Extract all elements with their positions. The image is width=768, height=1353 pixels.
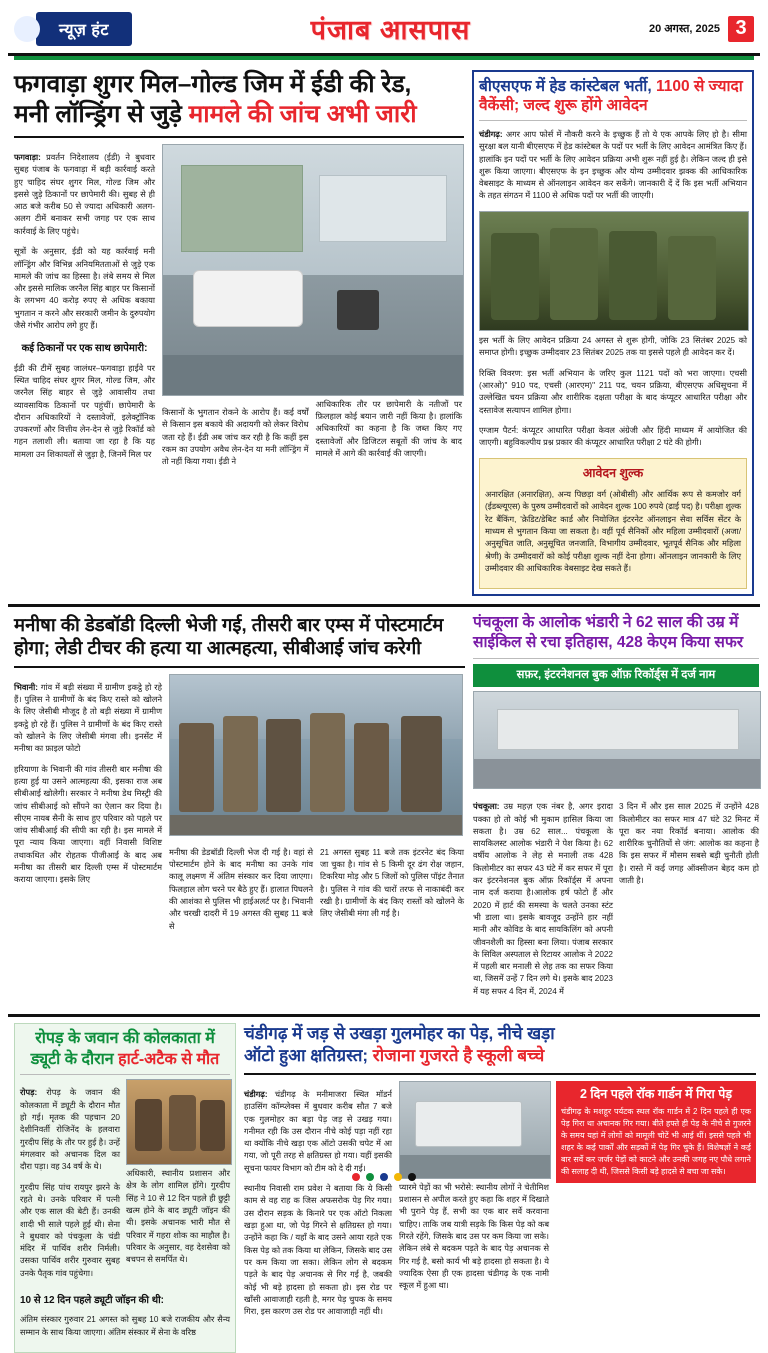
story3-col3-para: 21 अगस्त सुबह 11 बजे तक इंटरनेट बंद किया जा चुका है। गांव से 5 किमी दूर ढंग रोक्ष जहान, टिकरिया मोड़ और 5 जिलों को पुलिस पॉइंट तैनात है। पुलिस ने गांव की चारों तरफ से नाकाबंदी कर रखी है। ग्रामीणों के बंद किए रास्तों को खोलने के लिए जेसीबी मंगा ली गई है। — [320, 847, 464, 919]
story2-headline — [479, 77, 747, 116]
publication-date: 20 अगस्त, 2025 — [648, 23, 720, 35]
story-ed-raid — [14, 70, 464, 596]
story3-para1 — [14, 682, 162, 756]
divider — [14, 666, 465, 668]
footer-color-dots — [0, 1173, 768, 1181]
story-tree-fall — [244, 1023, 756, 1353]
rock-garden-heading: 2 दिन पहले रॉक गार्डन में गिरा पेड़ — [579, 1086, 733, 1101]
story3-headline: मनीषा की डेडबॉडी दिल्ली भेजी गई, तीसरी बार एम्स में पोस्टमार्टम होगा; लेडी टीचर की हत्या या आत्महत्या, सीबीआई जांच करेगी — [14, 614, 444, 659]
story6-headline-c: रोजाना गुजरते है स्कूली बच्चे — [372, 1045, 545, 1065]
story4-headline: पंचकूला के आलोक भंडारी ने 62 साल की उम्र में साईकिल से रचा इतिहास, 428 केएम किया सफर — [473, 614, 744, 652]
date-and-page — [649, 16, 754, 42]
application-fee-box — [479, 458, 747, 589]
divider — [479, 120, 747, 121]
story5-para2: गुरदीप सिंह पांच रायपुर झरने के रहते थे। उनके परिवार में पत्नी और एक साल की बेटी हैं। उनकी शादी भी साले पहले हुई थी। सेना ने बुधवार को पंचकूला के चंडी मंदिर में पार्थिव शरीर निर्मली। उसका पार्थिव शरीर गुरुवार सुबह उनके पैतृक गांव पहुंचेगा। — [20, 1182, 120, 1278]
story1-dateline: फगवाड़ा: — [14, 152, 41, 162]
story3-col1 — [14, 674, 162, 941]
story1-col2-para2: आधिकारिक तौर पर छापेमारी के नतीजों पर फ़िलहाल कोई बयान जारी नहीं किया है। हालांकि अधिकारियों का कहना है कि जब्त किए गए दस्तावेजों और डिजिटल सबूतों की जांच के बाद मामले में आगे की कार्रवाई की जाएगी। — [315, 399, 462, 458]
story1-photo — [162, 144, 464, 396]
story1-headline-line2b: मामले की जांच अभी जारी — [188, 100, 417, 128]
story-manisha — [14, 613, 465, 1006]
story6-headline — [244, 1023, 756, 1067]
fee-box-text: अनारक्षित (अनारक्षित), अन्य पिछड़ा वर्ग (ओबीसी) और आर्थिक रूप से कमजोर वर्ग (ईडब्ल्यूएस) के पुरुष उम्मीदवारों को आवेदन शुल्क 100 रुपये (ढाई पद) है। परीक्षा शुल्क रेट बैंकिंग, 'क्रेडिट/डेबिट कार्ड और नियोजित इंटरनेट ऑनलाइन सेवा सर्विस सेंटर के माध्यम से भुगतान किया जा सकता है। वहीं पूर्व सैनिकों और महिला उम्मीदवारों (अजा/अनुसूचित जाति, अनुसूचित जनजाति, विभागीय उम्मीदवार, भूतपूर्व सैनिक और महिला श्रेणी) के उम्मीदवारों को कोई परीक्षा शुल्क नहीं देना होगा। ऑनलाइन जानकारी के लिए उम्मीदवार की आधिकारिक वेबसाइट देख सकते हैं। — [485, 490, 741, 573]
story4-col2-para: 3 दिन में और इस साल 2025 में उन्होंने 428 किलोमीटर का सफर मात्र 47 घंटे 32 मिनट में पूरा कर नया रिकॉर्ड बनाया। आलोक की शारीरिक चुनौतियों से जंग: आलोक का कहना है कि इस सफर में मौसम सबसे बड़ी चुनौती होती है। रास्ते में कई जगह ऑक्सीजन बेहद कम हो जाती है। — [619, 802, 759, 886]
story1-subhead: कई ठिकानों पर एक साथ छापेमारी: — [21, 343, 148, 355]
story1-para2: सूत्रों के अनुसार, ईडी को यह कार्रवाई मनी लॉन्ड्रिंग और विभिन्न अनियमितताओं से जुड़े एक मामले की जांच का हिस्सा है। लंबे समय से मिल और इससे मालिक जरनैल सिंह बाहर पर किसानों के लगभग 40 करोड़ रुपए से अधिक बकाया भुगतान न करने और सरकारी जमीन के दुरुपयोग जैसे गंभीर आरोप लगे हुए हैं। — [14, 247, 155, 330]
story5-para1 — [20, 1087, 120, 1173]
story5-para3: अंतिम संस्कार गुरुवार 21 अगस्त को सुबह 10 बजे राजकीय और सैन्य सम्मान के साथ किया जाएगा। अंतिम संस्कार में सेना के वरिष्ठ — [20, 1315, 230, 1337]
story2-headline-b: 1100 से ज्यादा वैकेंसी; जल्द शुरू होंगे आवेदन — [479, 78, 743, 115]
divider — [244, 1073, 756, 1075]
story5-subhead: 10 से 12 दिन पहले ड्यूटी जॉइन की थी: — [20, 1295, 165, 1307]
story3-col2-para: मनीषा की डेडबॉडी दिल्ली भेज दी गई है। वहां से पोस्टमार्टम होने के बाद मनीषा का उनके गांव कालू लक्ष्मण में अंतिम संस्कार कर दिया जाएगा। फिलहाल लोग चरने पर बैठे हुए हैं। हालात पिघलने की आशंका से पुलिस भी हाईअलर्ट पर है। भिवानी और चरखी दादरी में 19 अगस्त की सुबह 11 बजे से — [169, 847, 313, 931]
story6-dateline: चंडीगढ़: — [244, 1089, 268, 1099]
story1-headline — [14, 70, 464, 130]
dot-red — [352, 1173, 360, 1181]
story1-headline-line1: फगवाड़ा शुगर मिल–गोल्ड जिम में ईडी की रेड, — [14, 71, 412, 98]
story6-para1 — [244, 1089, 392, 1175]
story5-headline — [20, 1029, 230, 1070]
fee-box-heading: आवेदन शुल्क — [582, 465, 644, 480]
story1-headline-line2a: मनी लॉन्ड्रिंग से जुड़े — [14, 100, 189, 128]
story1-col1 — [14, 144, 155, 473]
story6-para1-text: चंडीगढ़ के मनीमाजरा स्थित मॉडर्न हाउसिंग कॉम्प्लेक्स में बुधवार करीब सौत 7 बजे एक गुलमोहर का बड़ा पेड़ जड़ से उखड़ गया। गनीमत रही कि उस दौरान नीचे कोई पड़ा नहीं रहा था क्योंकि नीचे खड़ा एक ऑटो उसकी चपेट में आ गया, जो पूरी तरह से क्षतिग्रस्त हो गया। यहीं इसकी सूचना फायर विभाग को टीम को दे दी गई। — [244, 1089, 392, 1173]
story-bsf-recruitment — [472, 70, 754, 596]
dot-blue — [380, 1173, 388, 1181]
dot-yellow — [394, 1173, 402, 1181]
publication-logo — [14, 12, 132, 46]
story4-photo — [473, 691, 761, 789]
story5-col2-para: अधिकारी, स्थानीय प्रशासन और क्षेत्र के लोग शामिल होंगे। गुरदीप सिंह ने 10 से 12 दिन पहले ही छुट्टी खत्म होने के बाद ड्यूटी जॉइन की थी। इसके अचानक भारी मौत से परिवार में गहरा शोक का माहौल है। परिवार के अनुसार, वह देशसेवा को बचपन से समर्पित थे। — [126, 1169, 230, 1265]
story2-para3: रिक्ति विवरण: इस भर्ती अभियान के जरिए कुल 1121 पदों को भरा जाएगा। एचसी (आरओ)" 910 पद, एचसी (आरएम)" 211 पद, चयन प्रक्रिया, बीएसएफ अधिसूचना में उल्लेखित चयन प्रक्रिया और शारीरिक दक्षता परीक्षा के बाद कंप्यूटर आधारित परीक्षा और दस्तावेज सत्यापन शामिल होगा। — [479, 368, 747, 415]
rock-garden-box — [556, 1081, 756, 1183]
story2-photo — [479, 211, 749, 331]
story-cyclist — [473, 613, 759, 1006]
story4-dateline: पंचकूला: — [473, 802, 500, 812]
top-divider — [14, 56, 754, 60]
story3-dateline: भिवानी: — [14, 682, 38, 692]
story1-photo-wrap — [162, 144, 464, 473]
story3-para2: हरियाणा के भिवानी की गांव तीसरी बार मनीषा की हत्या हुई या उसने आत्महत्या की, इसका राज अब सीबीआई खोलेगी। सरकार ने मनीषा डेथ मिस्ट्री की जांच सीबीआई को सौंपने का ऐलान कर दिया है। सीएम नायब सैनी के साथ हुए परिवार को पहले पर जांच सीबीआई की सीपी का रही है। इस मामले में पूरा न्याय किया जाएगा। वहीं निवासी विशिष्ट तथाकथित और रोहतक पीजीआई के बाद अब मनीषा का तीसरी बार दिल्ली एम्स में पोस्टमार्टम कराया जाएगा। इसके लिए — [14, 764, 162, 885]
story5-headline-a: रोपड़ के जवान की कोलकाता में — [35, 1030, 215, 1048]
divider — [14, 136, 464, 138]
section-two — [8, 604, 760, 1006]
story6-para2: स्थानीय निवासी राम प्रवेश ने बताया कि ये किसी काम से वह राह क जिस अफसरोक पेड़ गिर गया। उस दौरान सड़क के किनारे पर एक ऑटो निकला खड़ा हुआ था, जो पेड़ गिरने से क्षतिग्रस्त हो गया। उन्होंने कहा कि / यहाँ के बाद उसने आया रहते एक किस पेड़ को तक किया था लेकिन, जिसके बाद उस पर कम किया जा सका। लेकिन लोग से बदकम पड़ते के बाद पेड़ अचानक से गिर गई है, जबकी कोई भी बड़े हादसा हो सकता हो। इस रोड पर खाँसी आवाजाही रहती है, मगर पेड़ चुपक के समय गिरा, इस कारण उस रोड पर आवाजाही नहीं थी। — [244, 1184, 392, 1317]
rock-garden-text: चंडीगढ़ के मशहूर पर्यटक स्थल रॉक गार्डन में 2 दिन पहले ही एक पेड़ गिरा था अचानक गिर गया। बीते हफ्ते ही पेड़ के नीचे से गुजरने के समय यहां में लोगों को मामूली चोटें भी आई थीं। इससे पहले भी शहर के कई पार्कों और सड़कों में पेड़ गिर चुके हैं। विशेषज्ञों ने कई बार सर्वे कर जर्जर पेड़ों को काटने और उनकी जगह नए पौधे लगाने की सलाह दी थी, जिससे किसी बड़े हादसे से बचा जा सके। — [561, 1106, 751, 1176]
story5-photo — [126, 1079, 232, 1165]
story4-para2: आलोक हर्ष फोटो हैं और 2020 में हार्ट की समस्या के चलते उनका स्टंट भी डाला था। इसके बावजूद उन्होंने हार नहीं मानी और कोविड के बाद सायकिलिंग को अपनी जीवनशैली का हिस्सा बना लिया। पंजाब सरकार के सिविल अस्पताल से रिटायर आलोक ने 2022 में पहली बार मनाली से लेह तक का सफर किया था, जिसमें उन्हें 7 दिन लगे थे। इसके बाद 2023 में यह सफर 4 दिन में, 2024 में — [473, 888, 613, 996]
story6-col2 — [399, 1081, 549, 1327]
story4-para1 — [473, 801, 613, 998]
story1-para1-text: प्रवर्तन निदेशालय (ईडी) ने बुधवार सुबह पंजाब के फगवाड़ा में बड़ी कार्रवाई करते हुए चाहिद संघर शुगर मिल, गोल्ड जिम और इससे जुड़े ठिकानों पर छापेमारी की। सुबह से ही आठ बजे करीब 50 से ज्यादा अधिकारी अलग-अलग टीमें बनाकर सभी जगह पर एक साथ कार्रवाई के लिए पहुंचे। — [14, 152, 155, 236]
story2-dateline: चंडीगढ़: — [479, 129, 503, 139]
story3-para1-text: गांव में बड़ी संख्या में ग्रामीण इकट्ठे हो रहे हैं। पुलिस ने ग्रामीणों के बंद किए रास्ते को खोलने के लिए जेसीबी मौजूद है तो बड़ी संख्या में ग्रामीण इकट्ठे हो रहे हैं। पुलिस ने ग्रामीणों के बंद किए रास्ते को खोलने के लिए जेसीबी मंगवा ली। इनसेंट में मनीषा का फ़ाइल फोटो — [14, 682, 163, 754]
story1-col2-para1: किसानों के भुगतान रोकने के आरोप हैं। कई वर्षों से किसान इस बकाये की अदायगी को लेकर विरोध जता रहे हैं। ईडी अब जांच कर रही है कि कहीं इस रकम का उपयोग अवैध लेन-देन या मनी लॉन्ड्रिंग में तो नहीं किया गया। ईडी ने — [162, 407, 309, 467]
story3-col2 — [169, 674, 465, 941]
story6-headline-a: चंडीगढ़ में जड़ से उखड़ा गुलमोहर का पेड़, नीचे खड़ा — [244, 1024, 555, 1044]
story2-para2: इस भर्ती के लिए आवेदन प्रक्रिया 24 अगस्त से शुरू होगी, जोकि 23 सितंबर 2025 को समाप्त होगी। इच्छुक उम्मीदवार 23 सितंबर 2025 तक या इससे पहले ही आवेदन कर दें। — [479, 335, 747, 358]
divider — [20, 1074, 230, 1075]
story1-columns — [14, 144, 464, 473]
story5-para1-text: रोपड़ के जवान की कोलकाता में ड्यूटी के दौरान मौत हो गई। मृतक की पहचान 20 देशीनिवर्ती रोजिनेंद के हलवारा गुरदीप सिंह के तौर पर हुई है। उन्हें मंगलवार को अचानक दिल का दौरा पड़ा। वह 34 वर्ष के थे। — [20, 1088, 120, 1172]
dot-black — [408, 1173, 416, 1181]
story5-dateline: रोपड़: — [20, 1088, 38, 1098]
story2-headline-a: बीएसएफ में हेड कांस्टेबल भर्ती, — [479, 78, 656, 95]
section-three — [8, 1014, 760, 1353]
story5-headline-b: ड्यूटी के दौरान — [30, 1050, 119, 1068]
masthead — [8, 0, 760, 56]
page-number: 3 — [728, 16, 754, 42]
bird-icon — [14, 16, 40, 42]
story2-box — [472, 70, 754, 596]
story2-para1 — [479, 129, 747, 203]
story5-col1 — [20, 1079, 120, 1288]
logo-text: न्यूज़ हंट — [36, 12, 132, 46]
story5-headline-c: हार्ट-अटैक से मौत — [118, 1050, 220, 1068]
story6-col1 — [244, 1081, 392, 1327]
story1-para3: ईडी की टीमें सुबह जालंधर–फगवाड़ा हाईवे पर स्थित चाहिद संघर शुगर मिल, गोल्ड जिम, और जरनैल सिंह बाहर से जुड़े आवासीय तथा व्यावसायिक ठिकानों पर पहुंचीं। छापेमारी के दौरान अधिकारियों ने दस्तावेजों, इलेक्ट्रॉनिक उपकरणों और वित्तीय लेन-देन से जुड़े रिकॉर्ड को गहन तलाशी ली। बताया जा रहा है कि यह मामला उन शिकायतों से जुड़ा है, जिनमें मिल पर — [14, 363, 155, 459]
story4-banner: सफ़र, इंटरनेशनल बुक ऑफ़ रिकॉर्ड्स में दर्ज नाम — [473, 664, 759, 688]
story6-photo — [399, 1081, 551, 1179]
story-soldier-death — [14, 1023, 236, 1353]
story2-para1-text: अगर आप फोर्स में नौकरी करने के इच्छुक हैं तो ये एक आपके लिए हो है। सीमा सुरक्षा बल यानी बीएसएफ में हेड कांस्टेबल के पदों पर भर्ती के लिए आवेदन आमंत्रित किए हैं। हालांकि इन पदों पर भर्ती के लिए आवेदन प्रक्रिया अभी शुरू नहीं हुई है। लेकिन जल्द ही इसे शुरू किया जाएगा। बीएसएफ के इन इच्छुक और योग्य उम्मीदवार झक्क की आधिकारिक वेबसाइट के माध्यम से ऑनलाइन आवेदन कर सकेंगे। जानकारी दें दें कि इस भर्ती अभियान के तहत संगठन में 1100 से अधिक पदों पर भर्ती की जाएगी। — [479, 129, 747, 201]
dot-green — [366, 1173, 374, 1181]
section-one — [8, 64, 760, 596]
story1-para1 — [14, 152, 155, 238]
story6-col3 — [556, 1081, 756, 1327]
story2-para4: एग्जाम पैटर्न: कंप्यूटर आधारित परीक्षा केवल अंग्रेजी और हिंदी माध्यम में आयोजित की जाएगी। बहुविकल्पीय प्रश्न प्रकार की कंप्यूटर आधारित परीक्षा 2 घंटे की होगी। — [479, 426, 747, 448]
story3-photo — [169, 674, 463, 836]
divider — [473, 658, 759, 659]
story6-para3: प्यारमे पेड़ों का भी भरोसे: स्थानीय लोगों ने चेतीमिश प्रशासन से अपील करते हुए कहा कि शहर में दिखाते भी पुराने पेड़ हैं, सभी का एक बार सर्वे करवाना चाहिए। ताकि जब यात्री सड़के कि किस पेड़ को कब गिरते रहेंगे, जिसके बाद उस पर कम किया जा सके। लेकिन लंबे से बदकम पड़ते के बाद पेड़ अचानक से गिर गई है, बसो कार्य भी बड़े हादसा हो सकता है। ये ज्यादिक ऐसा ही एक हादसा चंडीगढ़ के एक नामी स्कूल में हुआ था। — [399, 1182, 549, 1291]
section-title: पंजाब आसपास — [310, 15, 471, 45]
story6-headline-b: ऑटो हुआ क्षतिग्रस्त; — [244, 1045, 373, 1065]
story5-col2 — [126, 1079, 230, 1288]
story4-para1-text: उम्र महज़ एक नंबर है, अगर इरादा पक्का हो तो कोई भी मुकाम हासिल किया जा सकता है। उम्र 62 साल... पंचकूला के सायकिलस्ट आलोक भंडारी ने पेश किया है। 62 वर्षीय आलोक ने लेह से मनाली तक 428 किलोमीटर का सफर 43 घंटे में कर सफर में पूरा कर इंटरनेशनल बुक ऑफ़ रिकॉर्ड्स में अपना नाम दर्ज कराया है। — [473, 802, 614, 898]
